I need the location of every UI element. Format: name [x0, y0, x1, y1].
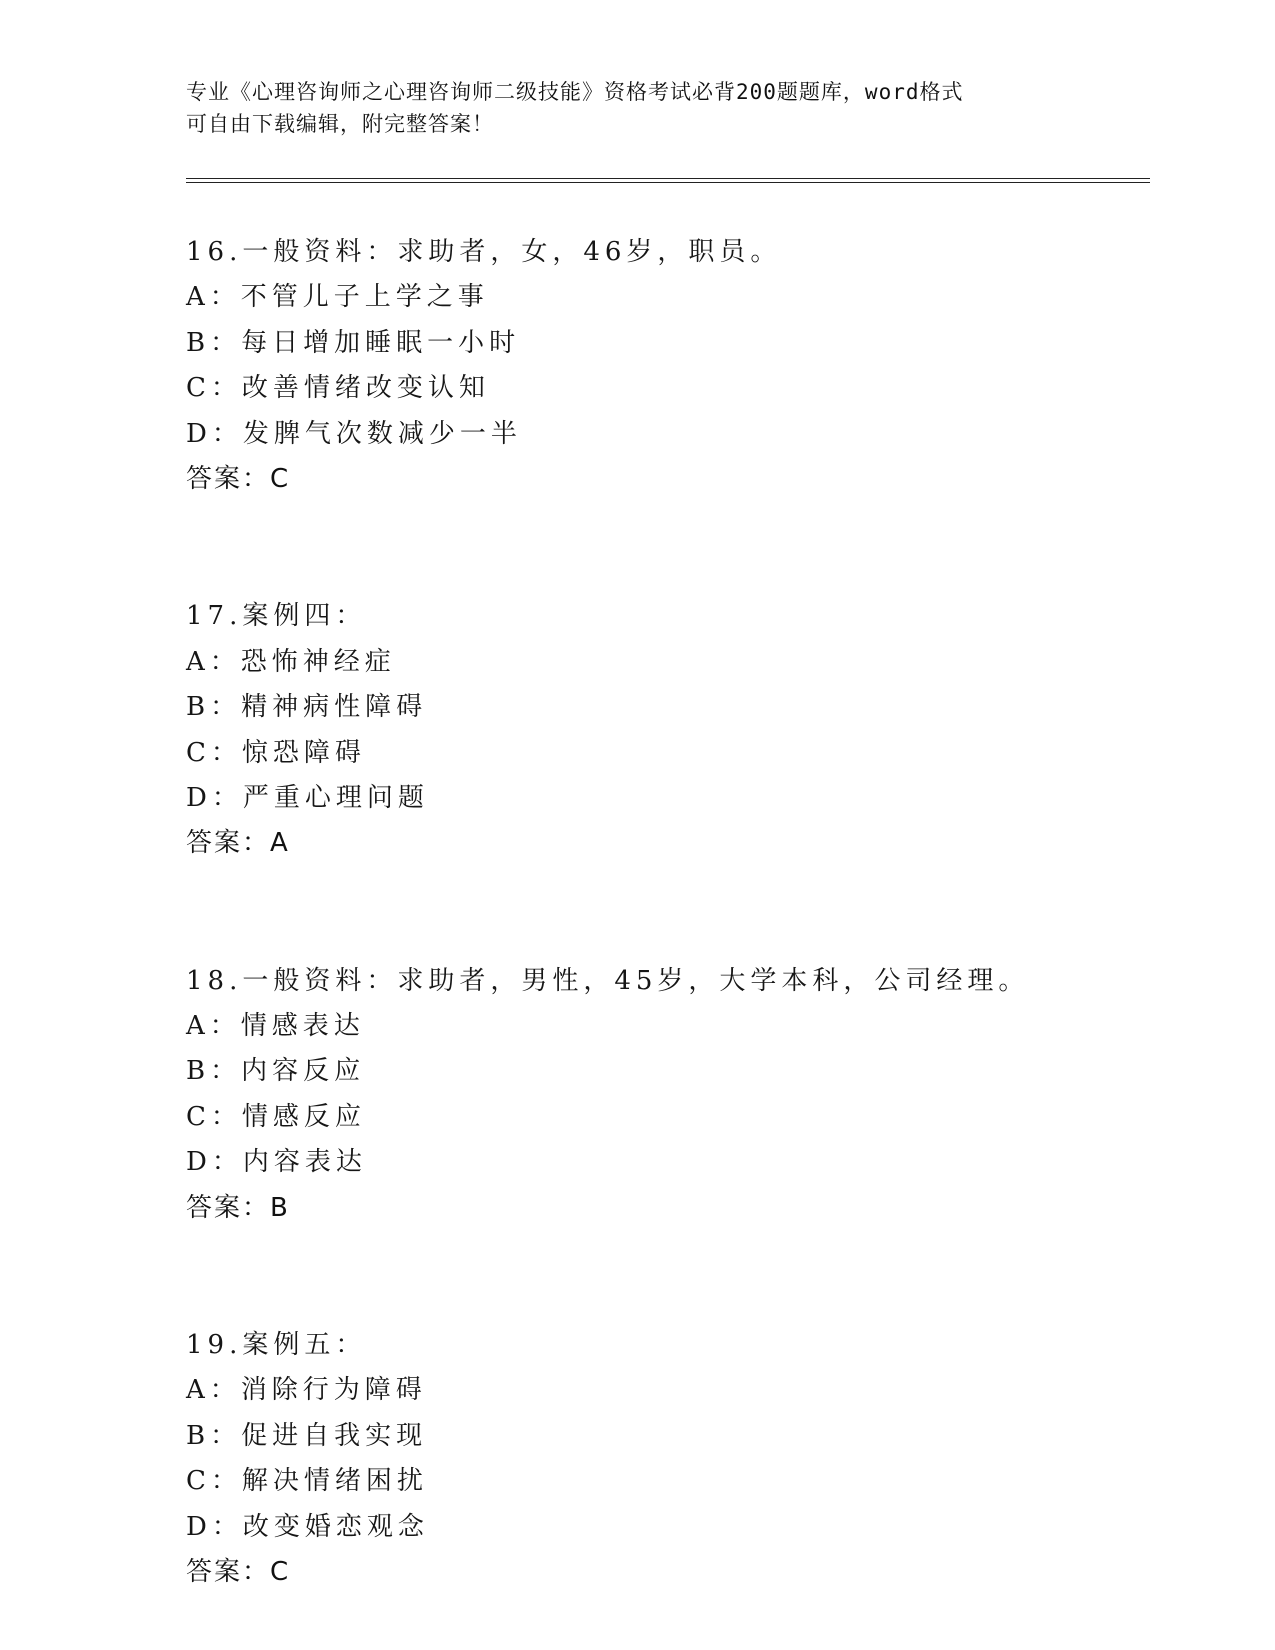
header-line-2: 可自由下载编辑，附完整答案！: [186, 112, 494, 136]
answer-line: 答案：A: [186, 828, 290, 859]
document-header: [186, 76, 1066, 140]
answer-line: 答案：B: [186, 1192, 290, 1223]
option-d: D：严重心理问题: [186, 782, 429, 813]
option-c: C：解决情绪困扰: [186, 1466, 428, 1497]
option-d: D：内容表达: [186, 1147, 367, 1178]
option-a: A：不管儿子上学之事: [186, 282, 489, 313]
question-stem: 17.案例四：: [186, 601, 367, 632]
option-b: B：每日增加睡眠一小时: [186, 327, 521, 358]
question-list: [186, 230, 1146, 1595]
header-divider-top: [186, 178, 1150, 179]
question-19: [186, 1323, 1146, 1595]
option-a: A：消除行为障碍: [186, 1375, 427, 1406]
option-c: C：改善情绪改变认知: [186, 373, 490, 404]
header-line-1: 专业《心理咨询师之心理咨询师二级技能》资格考试必背200题题库，word格式: [186, 80, 964, 104]
question-stem: 18.一般资料：求助者，男性，45岁，大学本科，公司经理。: [186, 965, 1030, 996]
option-d: D：发脾气次数减少一半: [186, 418, 522, 449]
question-spacer: [186, 1231, 1146, 1323]
answer-line: 答案：C: [186, 1556, 291, 1587]
question-stem: 16.一般资料：求助者，女，46岁，职员。: [186, 237, 782, 267]
header-divider-bottom: [186, 182, 1150, 183]
option-a: A：恐怖神经症: [186, 646, 396, 677]
question-16: [186, 230, 1146, 502]
option-d: D：改变婚恋观念: [186, 1511, 429, 1542]
option-c: C：情感反应: [186, 1101, 366, 1132]
option-b: B：促进自我实现: [186, 1420, 428, 1451]
question-stem: 19.案例五：: [186, 1330, 367, 1361]
option-b: B：内容反应: [186, 1056, 366, 1087]
question-spacer: [186, 502, 1146, 594]
question-18: [186, 959, 1146, 1231]
option-c: C：惊恐障碍: [186, 737, 366, 768]
answer-line: 答案：C: [186, 463, 291, 494]
question-spacer: [186, 867, 1146, 959]
option-b: B：精神病性障碍: [186, 692, 428, 723]
question-17: [186, 594, 1146, 866]
option-a: A：情感表达: [186, 1011, 365, 1042]
